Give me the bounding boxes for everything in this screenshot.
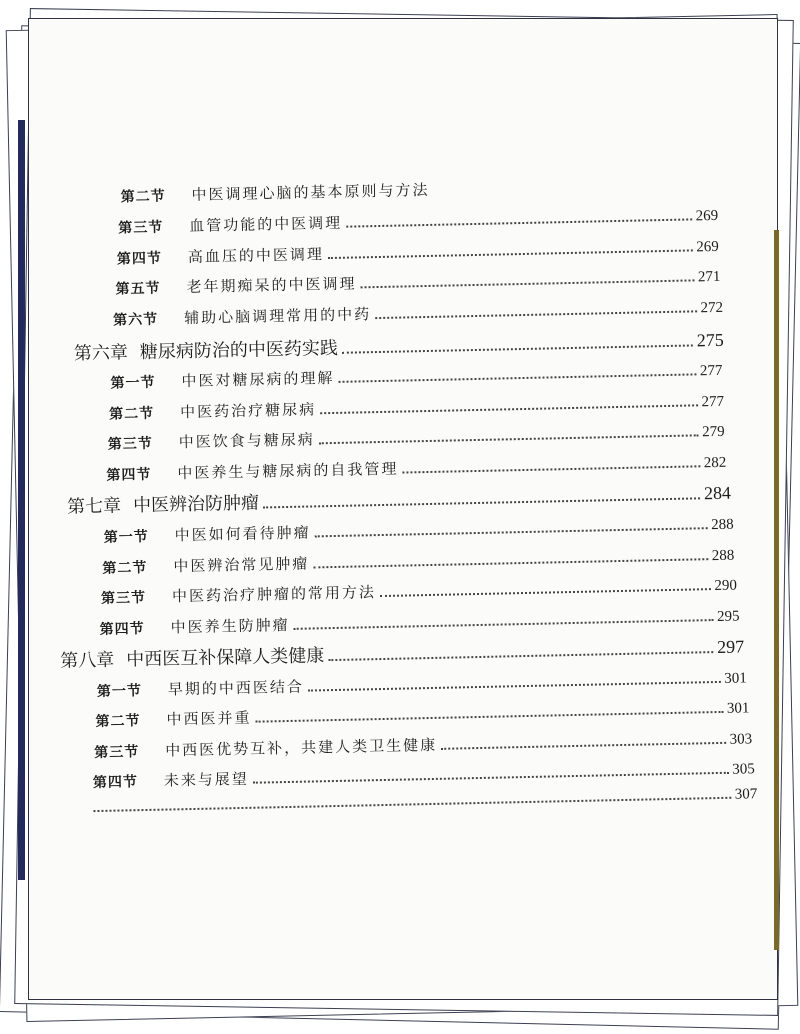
toc-entry-title: 中医药治疗糖尿病 xyxy=(179,400,317,422)
toc-entry-title: 中医养生防肿瘤 xyxy=(170,615,290,637)
toc-chapter-title: 糖尿病防治的中医药实践 xyxy=(139,337,339,364)
toc-entry-number: 第四节 xyxy=(116,250,163,268)
toc-leader-dots xyxy=(319,434,698,444)
toc-entry[interactable] xyxy=(93,757,755,792)
toc-entry-page: 288 xyxy=(710,516,734,534)
toc-entry-page: 271 xyxy=(697,268,721,286)
toc-entry-title: 中医辨治常见肿瘤 xyxy=(173,554,310,576)
toc-entry-page: 272 xyxy=(700,299,724,317)
toc-entry-page: 279 xyxy=(701,423,725,441)
toc-entry-number: 第六节 xyxy=(113,311,159,329)
toc-chapter[interactable] xyxy=(60,632,744,672)
toc-entry[interactable] xyxy=(108,420,725,454)
toc-entry-title: 中医对糖尿病的理解 xyxy=(181,368,335,391)
toc-entry-number: 第三节 xyxy=(100,589,147,607)
toc-entry-page: 269 xyxy=(696,238,719,256)
toc-entry-number: 第三节 xyxy=(118,219,164,237)
book-cover-edge-left xyxy=(18,120,25,880)
toc-chapter[interactable] xyxy=(74,326,724,366)
toc-chapter[interactable] xyxy=(67,479,731,519)
toc-entry-page: 295 xyxy=(716,608,740,625)
toc-entry-title: 中医调理心脑的基本原则与方法 xyxy=(191,180,430,204)
toc-entry-number: 第二节 xyxy=(95,713,141,731)
toc-entry-number: 第四节 xyxy=(92,774,139,792)
toc-entry-number: 第三节 xyxy=(94,744,140,762)
toc-chapter-page: 297 xyxy=(716,636,745,657)
toc-leader-dots xyxy=(320,404,697,414)
toc-entry-title: 中医如何看待肿瘤 xyxy=(174,523,311,545)
toc-entry[interactable] xyxy=(106,451,726,485)
toc-entry-number: 第二节 xyxy=(102,559,148,577)
toc-entry[interactable] xyxy=(101,574,737,608)
toc-entry-title: 血管功能的中医调理 xyxy=(189,213,343,235)
toc-leader-dots xyxy=(93,797,730,812)
toc-leader-dots xyxy=(375,310,696,319)
toc-entry-page: 288 xyxy=(711,547,735,565)
toc-entry-page: 290 xyxy=(714,577,738,595)
toc-leader-dots xyxy=(308,681,720,692)
toc-entry-title: 老年期痴呆的中医调理 xyxy=(186,274,357,297)
toc-entry-page: 277 xyxy=(701,393,725,411)
toc-entry[interactable] xyxy=(113,296,723,330)
toc-entry-title: 早期的中西医结合 xyxy=(167,677,305,699)
toc-leader-dots xyxy=(380,588,710,597)
toc-entry[interactable] xyxy=(118,204,718,238)
toc-leader-dots xyxy=(256,711,723,723)
toc-entry-title: 辅助心脑调理常用的中药 xyxy=(183,305,372,328)
toc-entry-page: 301 xyxy=(726,700,750,717)
toc-entry[interactable] xyxy=(115,265,720,299)
toc-entry[interactable] xyxy=(102,544,734,578)
toc-leader-dots xyxy=(339,373,696,382)
toc-entry[interactable] xyxy=(110,359,722,393)
toc-entry-page: 303 xyxy=(729,731,753,748)
toc-entry-page: 307 xyxy=(734,786,758,803)
toc-entry[interactable] xyxy=(95,696,749,731)
toc-entry-number: 第五节 xyxy=(115,280,161,298)
toc-leader-dots xyxy=(253,772,728,784)
toc-entry-page: 305 xyxy=(732,761,755,778)
toc-leader-dots xyxy=(342,344,693,353)
toc-leader-dots xyxy=(441,742,725,750)
toc-chapter-title: 中医辨治防肿瘤 xyxy=(132,492,260,517)
book-cover-edge-right xyxy=(774,230,779,950)
toc-entry[interactable] xyxy=(97,666,747,701)
toc-entry-title: 中医药治疗肿瘤的常用方法 xyxy=(171,583,377,606)
toc-entry-page: 301 xyxy=(724,670,747,687)
toc-entry-number: 第三节 xyxy=(107,435,153,453)
toc-entry[interactable] xyxy=(117,235,719,269)
toc-chapter-title: 中西医互补保障人类健康 xyxy=(126,645,325,671)
toc-entry-number: 第一节 xyxy=(110,374,156,392)
toc-entry[interactable] xyxy=(93,786,757,817)
toc-entry[interactable] xyxy=(103,513,733,547)
table-of-contents xyxy=(28,18,778,1000)
toc-leader-dots xyxy=(294,619,713,630)
toc-entry-title: 中西医并重 xyxy=(166,708,252,729)
toc-leader-dots xyxy=(361,279,694,288)
toc-entry-number: 第四节 xyxy=(106,466,152,484)
toc-leader-dots xyxy=(328,249,692,259)
toc-entry-page: 282 xyxy=(703,454,727,472)
toc-entry-number: 第四节 xyxy=(99,620,145,638)
toc-entry[interactable] xyxy=(109,390,724,424)
toc-entry-page: 269 xyxy=(695,207,719,225)
toc-leader-dots xyxy=(315,527,707,537)
toc-leader-dots xyxy=(346,218,691,227)
toc-leader-dots xyxy=(328,651,713,661)
toc-page xyxy=(28,18,778,1000)
toc-leader-dots xyxy=(402,465,699,473)
toc-entry-page: 277 xyxy=(699,362,723,380)
toc-entry-number: 第二节 xyxy=(108,405,155,423)
toc-chapter-page: 275 xyxy=(696,329,724,351)
toc-chapter-number: 第六章 xyxy=(73,342,129,365)
toc-leader-dots xyxy=(263,497,700,508)
toc-entry-title: 中西医优势互补，共建人类卫生健康 xyxy=(165,735,438,760)
toc-entry[interactable] xyxy=(120,177,500,206)
toc-chapter-page: 284 xyxy=(703,482,732,504)
toc-chapter-number: 第八章 xyxy=(60,649,115,672)
toc-entry[interactable] xyxy=(94,727,752,762)
toc-entry-number: 第一节 xyxy=(96,683,143,700)
toc-chapter-number: 第七章 xyxy=(66,495,122,518)
toc-entry-title: 未来与展望 xyxy=(163,769,250,790)
toc-entry-title: 高血压的中医调理 xyxy=(187,245,325,266)
toc-entry-title: 中医养生与糖尿病的自我管理 xyxy=(177,459,399,483)
toc-entry-number: 第二节 xyxy=(120,188,166,206)
toc-leader-dots xyxy=(313,558,707,568)
toc-entry-number: 第一节 xyxy=(103,528,149,546)
toc-entry-title: 中医饮食与糖尿病 xyxy=(178,430,315,452)
